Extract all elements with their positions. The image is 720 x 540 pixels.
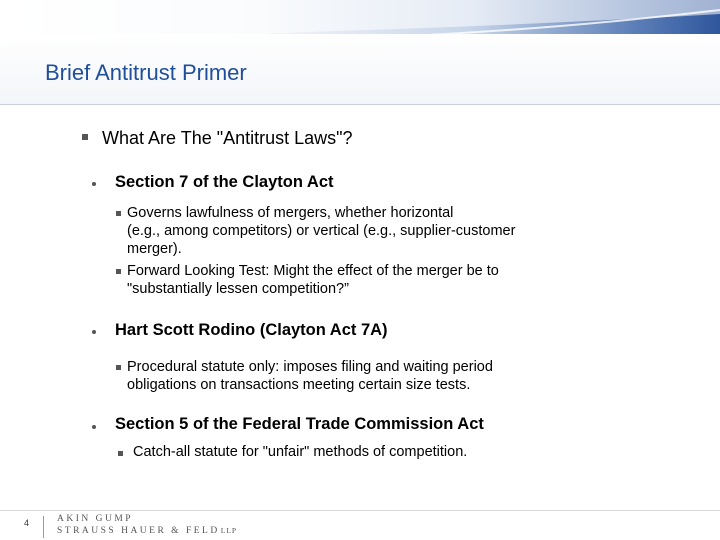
- square-bullet-icon: [82, 134, 88, 140]
- point-line: (e.g., among competitors) or vertical (e.g., supplier-customer: [127, 223, 516, 239]
- banner-divider: [0, 104, 720, 105]
- section-title: Hart Scott Rodino (Clayton Act 7A): [115, 321, 388, 339]
- point-line: obligations on transactions meeting certain size tests.: [127, 377, 471, 393]
- square-bullet-icon: [118, 451, 123, 456]
- footer-divider: [0, 510, 720, 511]
- dot-bullet-icon: [92, 425, 96, 429]
- banner-swoosh: [0, 0, 720, 105]
- logo-divider: [43, 516, 44, 538]
- section-title: Section 5 of the Federal Trade Commission Act: [115, 415, 484, 433]
- point-line: merger).: [127, 241, 182, 257]
- point-line: Procedural statute only: imposes filing and waiting period: [127, 359, 493, 375]
- page-number: 4: [24, 518, 30, 528]
- point-line: Catch-all statute for "unfair" methods of competition.: [133, 444, 468, 460]
- square-bullet-icon: [116, 269, 121, 274]
- firm-logo-suffix: LLP: [220, 526, 238, 535]
- firm-logo-line2: [57, 526, 237, 536]
- outline-heading: What Are The "Antitrust Laws"?: [102, 128, 353, 148]
- square-bullet-icon: [116, 211, 121, 216]
- section-title: Section 7 of the Clayton Act: [115, 173, 334, 191]
- point-line: "substantially lessen competition?”: [127, 281, 349, 297]
- page-title: Brief Antitrust Primer: [45, 60, 247, 85]
- firm-logo-line1: AKIN GUMP: [57, 514, 134, 524]
- dot-bullet-icon: [92, 330, 96, 334]
- firm-logo-name: STRAUSS HAUER & FELD: [57, 526, 220, 536]
- point-line: Governs lawfulness of mergers, whether horizontal: [127, 205, 454, 221]
- dot-bullet-icon: [92, 182, 96, 186]
- header-banner: [0, 0, 720, 105]
- point-line: Forward Looking Test: Might the effect of the merger be to: [127, 263, 499, 279]
- square-bullet-icon: [116, 365, 121, 370]
